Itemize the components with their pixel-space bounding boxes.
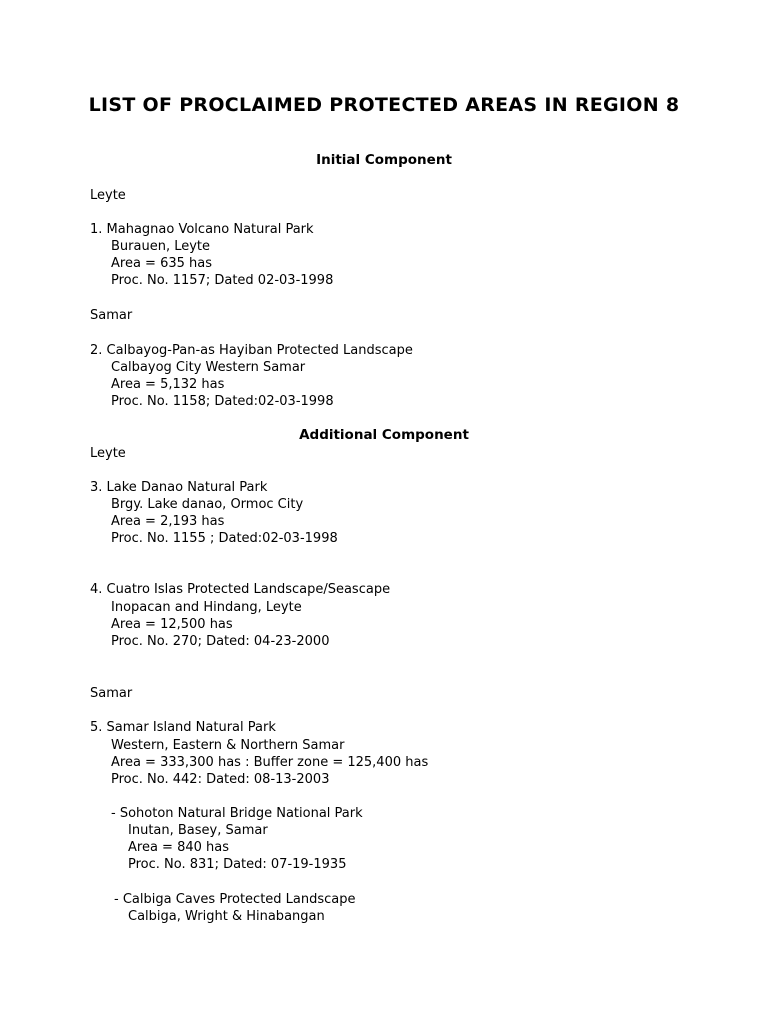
- list-item-proc: Proc. No. 442: Dated: 08-13-2003: [111, 772, 330, 787]
- list-item-name: 1. Mahagnao Volcano Natural Park: [90, 222, 314, 237]
- sub-item-location: Inutan, Basey, Samar: [128, 823, 268, 838]
- sub-item-name: - Sohoton Natural Bridge National Park: [111, 806, 363, 821]
- list-item-proc: Proc. No. 1155 ; Dated:02-03-1998: [111, 531, 338, 546]
- region-label-leyte: Leyte: [90, 188, 126, 203]
- list-item-location: Brgy. Lake danao, Ormoc City: [111, 497, 304, 512]
- list-item-location: Burauen, Leyte: [111, 239, 211, 254]
- list-item-name: 2. Calbayog-Pan-as Hayiban Protected Landscape: [90, 343, 413, 358]
- sub-item-proc: Proc. No. 831; Dated: 07-19-1935: [128, 857, 347, 872]
- list-item-name: 5. Samar Island Natural Park: [90, 720, 276, 735]
- list-item-proc: Proc. No. 1158; Dated:02-03-1998: [111, 394, 334, 409]
- page-title: LIST OF PROCLAIMED PROTECTED AREAS IN REGION 8: [88, 94, 680, 116]
- list-item-area: Area = 2,193 has: [111, 514, 225, 529]
- initial-component-heading: Initial Component: [316, 152, 452, 168]
- list-item-name: 3. Lake Danao Natural Park: [90, 480, 268, 495]
- list-item-area: Area = 333,300 has : Buffer zone = 125,400 has: [111, 755, 429, 770]
- sub-item-name: - Calbiga Caves Protected Landscape: [114, 892, 356, 907]
- region-label-leyte: Leyte: [90, 446, 126, 461]
- list-item-proc: Proc. No. 1157; Dated 02-03-1998: [111, 273, 334, 288]
- list-item-area: Area = 12,500 has: [111, 617, 233, 632]
- list-item-name: 4. Cuatro Islas Protected Landscape/Seascape: [90, 582, 391, 597]
- list-item-location: Inopacan and Hindang, Leyte: [111, 600, 302, 615]
- list-item-area: Area = 5,132 has: [111, 377, 225, 392]
- list-item-area: Area = 635 has: [111, 256, 212, 271]
- region-label-samar: Samar: [90, 686, 133, 701]
- sub-item-area: Area = 840 has: [128, 840, 229, 855]
- region-label-samar: Samar: [90, 308, 133, 323]
- list-item-location: Western, Eastern & Northern Samar: [111, 738, 345, 753]
- list-item-proc: Proc. No. 270; Dated: 04-23-2000: [111, 634, 330, 649]
- list-item-location: Calbayog City Western Samar: [111, 360, 306, 375]
- sub-item-location: Calbiga, Wright & Hinabangan: [128, 909, 325, 924]
- additional-component-heading: Additional Component: [299, 427, 469, 443]
